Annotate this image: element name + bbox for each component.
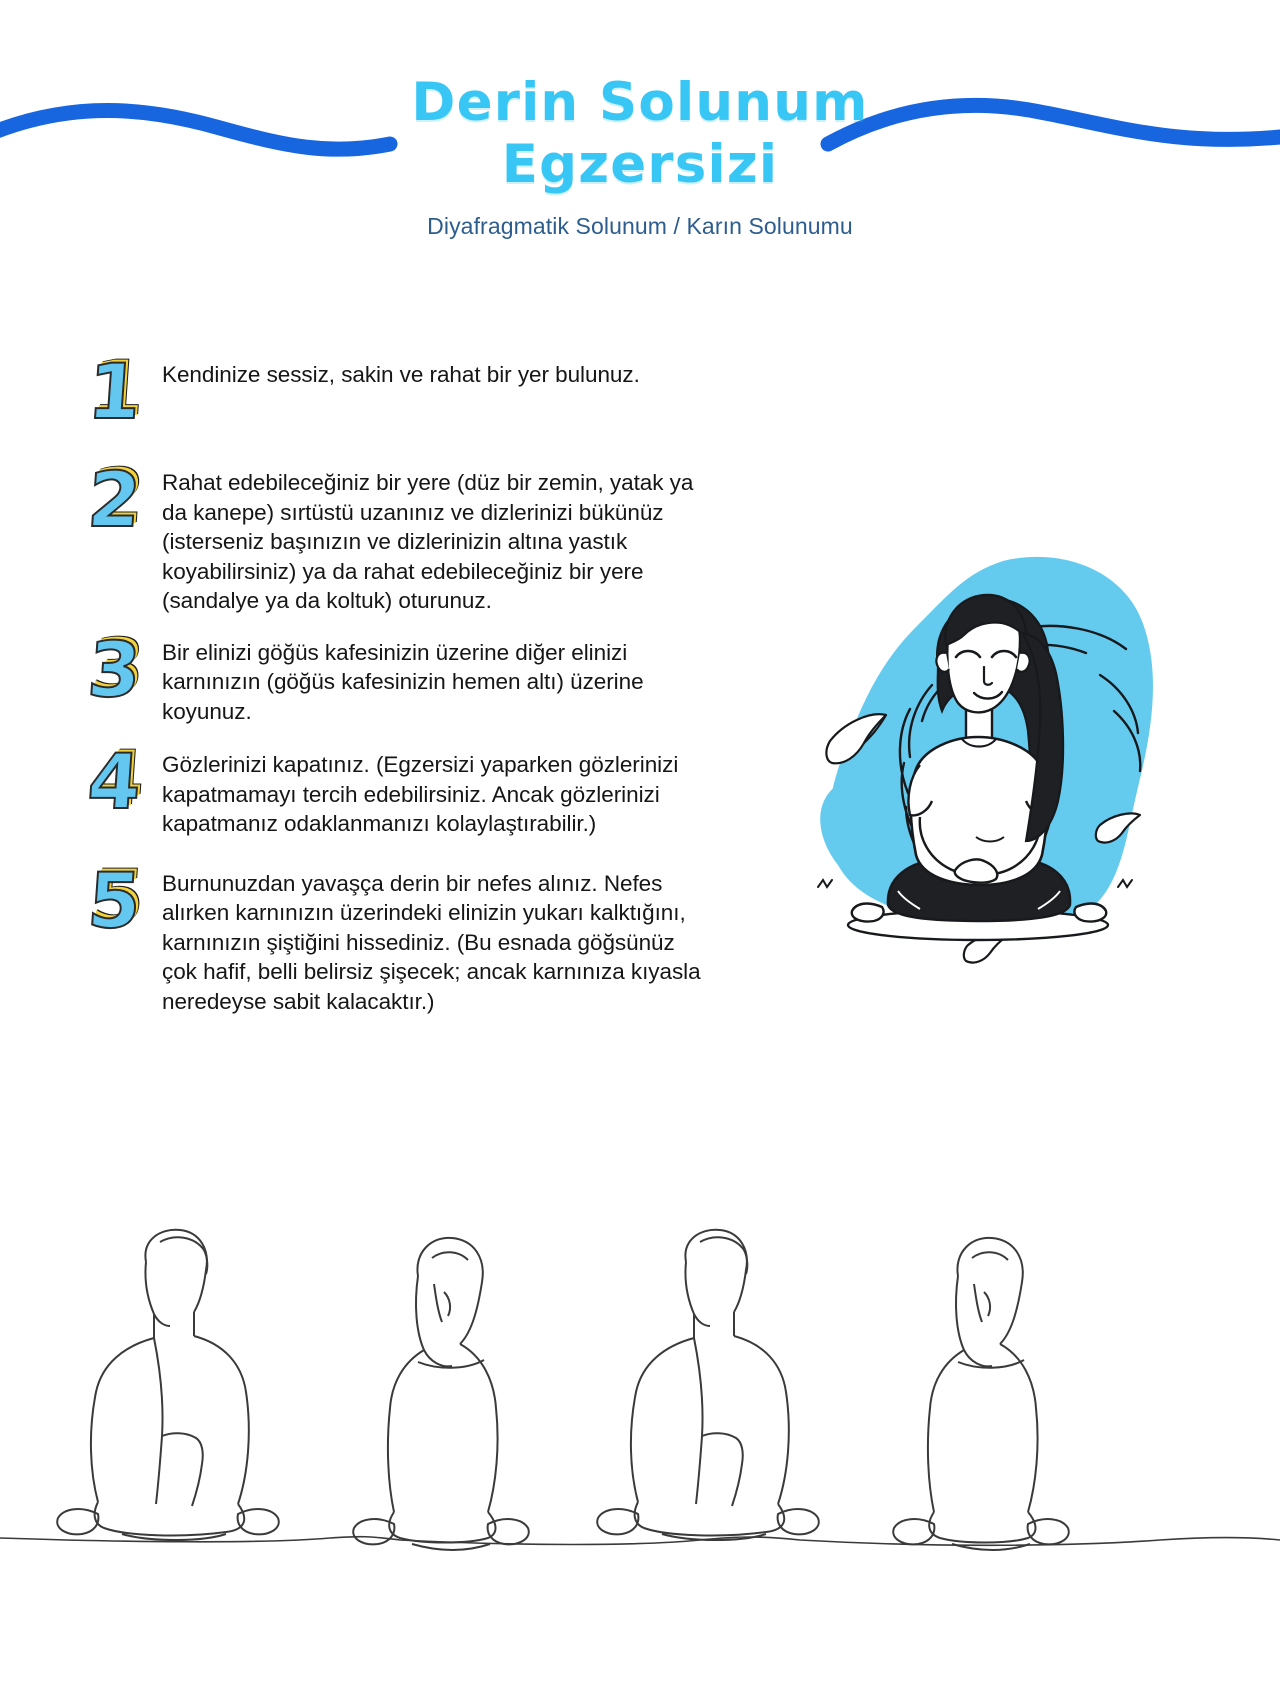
title-block [0, 72, 1280, 240]
step-number-wrap-5 [84, 855, 162, 945]
step-number-4: 4 [84, 737, 145, 826]
step-number-2: 2 [84, 455, 145, 544]
step-item-5 [84, 855, 708, 1017]
woman-foot-right [1074, 904, 1106, 922]
page-subtitle: Diyafragmatik Solunum / Karın Solunumu [427, 213, 853, 239]
step-item-2 [84, 455, 708, 616]
title-line-1: Derin Solunum [411, 72, 869, 133]
woman-foot-left [852, 904, 884, 922]
step-item-1 [84, 347, 708, 436]
step-text-5: Burnunuzdan yavaşça derin bir nefes alınız. Nefes alırken karnınızın üzerindeki elinizin yukarı kalktığını, karnınızın şiştiğini hissediniz. (Bu esnada göğsünüz çok hafif, belli belirsiz şişecek; ancak karnınıza kıyasla neredeyse sabit kalacaktır.) [162, 870, 701, 1014]
step-number-1: 1 [84, 347, 145, 436]
step-text-4: Gözlerinizi kapatınız. (Egzersizi yaparken gözlerinizi kapatmamayı tercih edebilirsiniz. Ancak gözlerinizi kapatmanız odaklanmanızı kolaylaştırabilir.) [162, 752, 679, 836]
meditating-woman-illustration [770, 525, 1170, 995]
step-number-wrap-1 [84, 347, 162, 436]
lineart-figure-4 [893, 1238, 1069, 1550]
step-number-5: 5 [84, 855, 145, 945]
step-number-wrap-4 [84, 737, 162, 826]
step-text-2: Rahat edebileceğiniz bir yere (düz bir zemin, yatak ya da kanepe) sırtüstü uzanınız ve dizlerinizi bükünüz (isterseniz başınızın ve dizlerinizin altına yastık koyabilirsiniz) ya da rahat edebileceğiniz bir yere (sandalye ya da koltuk) oturunuz. [162, 470, 694, 613]
step-text-3: Bir elinizi göğüs kafesinizin üzerine diğer elinizi karnınızın (göğüs kafesinizin hemen altı) üzerine koyunuz. [162, 639, 644, 724]
step-item-3 [84, 624, 708, 727]
step-number-wrap-2 [84, 455, 162, 544]
step-text-1: Kendinize sessiz, sakin ve rahat bir yer bulunuz. [162, 362, 640, 387]
title-line-2: Egzersizi [501, 134, 779, 195]
lineart-figure-2 [353, 1238, 529, 1550]
step-number-3: 3 [84, 624, 145, 714]
step-item-4 [84, 737, 708, 839]
lineart-figure-3 [597, 1230, 819, 1540]
ground-line [0, 1537, 1280, 1546]
steps-list [84, 347, 708, 1016]
lineart-meditation-figures [0, 1206, 1280, 1706]
header [0, 0, 1280, 270]
lineart-figure-1 [57, 1230, 279, 1540]
page-title [0, 72, 1280, 196]
step-number-wrap-3 [84, 624, 162, 714]
